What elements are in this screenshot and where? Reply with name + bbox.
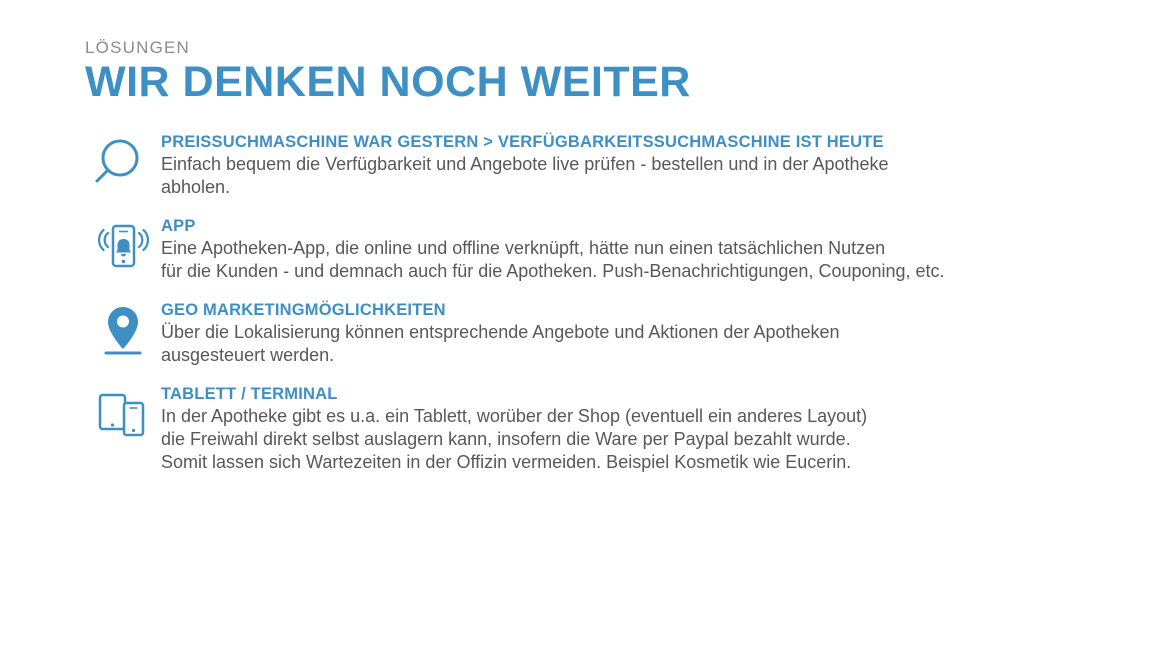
solution-list (85, 131, 1110, 474)
list-item (85, 383, 1110, 474)
item-body (161, 405, 1061, 474)
item-body-line: Über die Lokalisierung können entsprechende Angebote und Aktionen der Apotheken (161, 322, 840, 343)
icon-container (85, 215, 161, 277)
slide-eyebrow: LÖSUNGEN (85, 38, 191, 57)
list-item (85, 215, 1110, 283)
list-item (85, 299, 1110, 367)
item-body-line: Eine Apotheken-App, die online und offline verknüpft, hätte nun einen tatsächlichen Nutzen (161, 238, 886, 259)
item-body (161, 153, 1061, 199)
map-pin-icon (94, 303, 152, 361)
item-body-line: In der Apotheke gibt es u.a. ein Tablett, worüber der Shop (eventuell ein anderes Layout) (161, 406, 868, 427)
page-title: WIR DENKEN NOCH WEITER (85, 58, 691, 106)
magnifier-icon (94, 135, 152, 193)
item-body-line: abholen. (161, 177, 231, 198)
icon-container (85, 383, 161, 445)
icon-container (85, 299, 161, 361)
item-title: PREISSUCHMASCHINE WAR GESTERN > VERFÜGBARKEITSSUCHMASCHINE IST HEUTE (161, 133, 884, 152)
item-body-line: für die Kunden - und demnach auch für die Apotheken. Push-Benachrichtigungen, Couponing, etc. (161, 261, 945, 282)
item-text (161, 299, 1110, 367)
item-title: GEO MARKETINGMÖGLICHKEITEN (161, 301, 446, 320)
list-item (85, 131, 1110, 199)
item-text (161, 383, 1110, 474)
item-body-line: die Freiwahl direkt selbst auslagern kann, insofern die Ware per Paypal bezahlt wurde. (161, 429, 851, 450)
icon-container (85, 131, 161, 193)
item-title: TABLETT / TERMINAL (161, 385, 338, 404)
item-text (161, 215, 1110, 283)
item-title: APP (161, 217, 196, 236)
item-body-line: ausgesteuert werden. (161, 345, 335, 366)
item-body-line: Einfach bequem die Verfügbarkeit und Angebote live prüfen - bestellen und in der Apotheke (161, 154, 889, 175)
item-text (161, 131, 1110, 199)
item-body-line: Somit lassen sich Wartezeiten in der Offizin vermeiden. Beispiel Kosmetik wie Eucerin. (161, 452, 852, 473)
item-body (161, 321, 1061, 367)
tablet-phone-icon (94, 387, 152, 445)
smartphone-notification-icon (94, 219, 152, 277)
item-body (161, 237, 1061, 283)
